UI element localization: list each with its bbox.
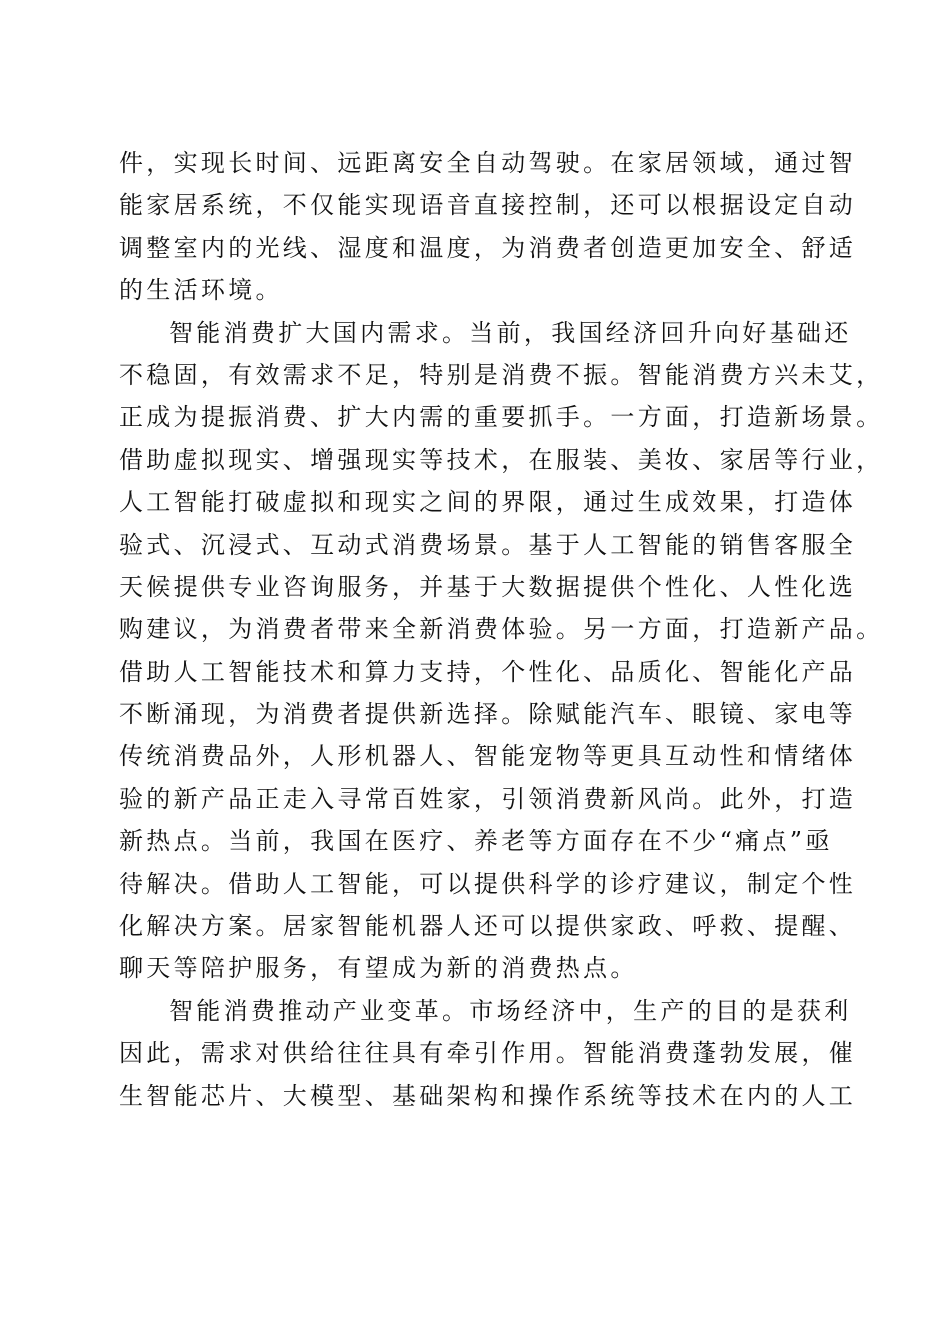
text-line: 新热点。当前，我国在医疗、养老等方面存在不少“痛点”亟 xyxy=(119,827,833,856)
text-line: 的生活环境。 xyxy=(119,276,283,305)
text-line: 传统消费品外，人形机器人、智能宠物等更具互动性和情绪体 xyxy=(119,742,857,771)
text-line: 件，实现长时间、远距离安全自动驾驶。在家居领域，通过智 xyxy=(119,149,857,177)
text-line: 待解决。借助人工智能，可以提供科学的诊疗建议，制定个性 xyxy=(119,869,857,898)
text-line: 人工智能打破虚拟和现实之间的界限，通过生成效果，打造体 xyxy=(119,488,857,517)
text-line: 不稳固，有效需求不足，特别是消费不振。智能消费方兴未艾， xyxy=(119,360,884,389)
text-line: 生智能芯片、大模型、基础架构和操作系统等技术在内的人工 xyxy=(119,1081,857,1110)
body-text xyxy=(119,142,884,1117)
text-line: 智能消费扩大国内需求。当前，我国经济回升向好基础还 xyxy=(169,318,852,347)
text-line: 验的新产品正走入寻常百姓家，引领消费新风尚。此外，打造 xyxy=(119,784,857,813)
text-line: 智能消费推动产业变革。市场经济中，生产的目的是获利 xyxy=(169,996,852,1025)
text-line: 调整室内的光线、湿度和温度，为消费者创造更加安全、舒适 xyxy=(119,233,857,262)
text-line: 购建议，为消费者带来全新消费体验。另一方面，打造新产品。 xyxy=(119,615,884,644)
text-line: 化解决方案。居家智能机器人还可以提供家政、呼救、提醒、 xyxy=(119,912,857,941)
text-line: 因此，需求对供给往往具有牵引作用。智能消费蓬勃发展，催 xyxy=(119,1039,857,1068)
paragraph-smart-home xyxy=(119,142,857,312)
text-line: 能家居系统，不仅能实现语音直接控制，还可以根据设定自动 xyxy=(119,191,857,220)
text-line: 借助人工智能技术和算力支持，个性化、品质化、智能化产品 xyxy=(119,657,857,686)
text-line: 借助虚拟现实、增强现实等技术，在服装、美妆、家居等行业， xyxy=(119,445,884,474)
text-line: 聊天等陪护服务，有望成为新的消费热点。 xyxy=(119,954,638,983)
paragraph-industrial-change xyxy=(119,990,857,1117)
text-line: 正成为提振消费、扩大内需的重要抓手。一方面，打造新场景。 xyxy=(119,403,884,432)
text-line: 不断涌现，为消费者提供新选择。除赋能汽车、眼镜、家电等 xyxy=(119,700,857,729)
paragraph-domestic-demand xyxy=(119,312,884,990)
text-line: 验式、沉浸式、互动式消费场景。基于人工智能的销售客服全 xyxy=(119,530,857,559)
text-line: 天候提供专业咨询服务，并基于大数据提供个性化、人性化选 xyxy=(119,572,857,601)
